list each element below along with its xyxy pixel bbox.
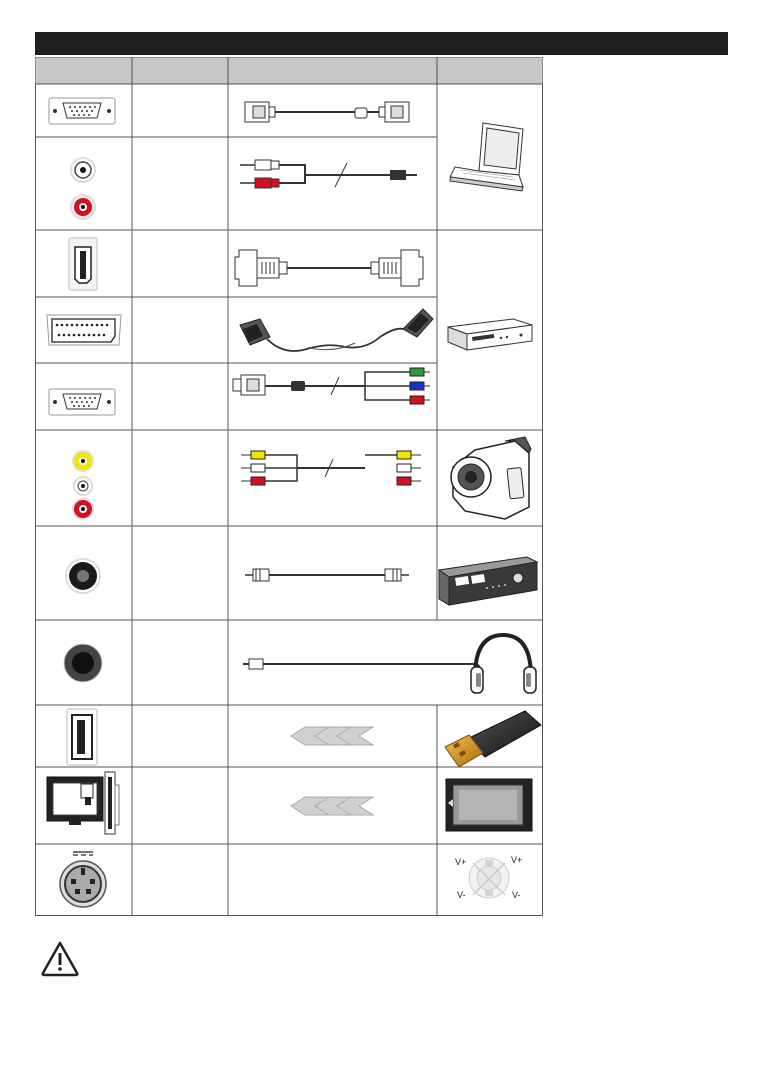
voltage-label-top-right: V+ bbox=[511, 855, 523, 865]
voltage-label-top-left: V+ bbox=[455, 857, 467, 867]
vga-cable-icon bbox=[245, 102, 409, 122]
rca-audio-white-red-icon bbox=[71, 158, 95, 219]
laptop-icon bbox=[450, 123, 523, 191]
ci-module-icon bbox=[446, 779, 532, 831]
hdmi-cable-icon bbox=[235, 250, 423, 286]
usb-stick-icon bbox=[445, 711, 541, 767]
usb-port-icon bbox=[67, 709, 97, 765]
scart-port-icon bbox=[47, 315, 121, 345]
voltage-label-bottom-left: V- bbox=[457, 890, 466, 900]
rca-to-minijack-cable-icon bbox=[240, 160, 417, 188]
headphone-jack-icon bbox=[64, 644, 102, 682]
section-title-bar bbox=[35, 32, 728, 55]
voltage-label-bottom-right: V- bbox=[512, 890, 521, 900]
headphone-cable-icon bbox=[243, 659, 482, 674]
warning-triangle-icon bbox=[40, 940, 80, 978]
camcorder-icon bbox=[451, 437, 531, 519]
lnb-voltage-icon bbox=[455, 855, 522, 900]
insert-arrows-icon bbox=[291, 797, 373, 815]
spdif-coax-port-icon bbox=[66, 559, 100, 593]
connection-table bbox=[35, 57, 543, 916]
headphones-icon bbox=[471, 635, 536, 693]
vga-port-icon bbox=[49, 98, 115, 124]
vga-port-icon bbox=[49, 389, 115, 415]
dvd-player-icon bbox=[448, 319, 532, 350]
vga-to-component-cable-icon bbox=[233, 368, 430, 404]
audio-amplifier-icon bbox=[439, 557, 537, 605]
hdmi-port-icon bbox=[69, 238, 97, 290]
scart-cable-icon bbox=[240, 309, 433, 351]
coax-rca-cable-icon bbox=[245, 569, 409, 581]
av-yellow-white-red-icon bbox=[73, 451, 93, 519]
av-rca-cable-icon bbox=[241, 451, 421, 485]
lnb-power-port-icon bbox=[60, 852, 106, 907]
table-header-row bbox=[35, 57, 543, 84]
insert-arrows-icon bbox=[291, 727, 373, 745]
ci-slot-tv-icon bbox=[47, 772, 119, 834]
